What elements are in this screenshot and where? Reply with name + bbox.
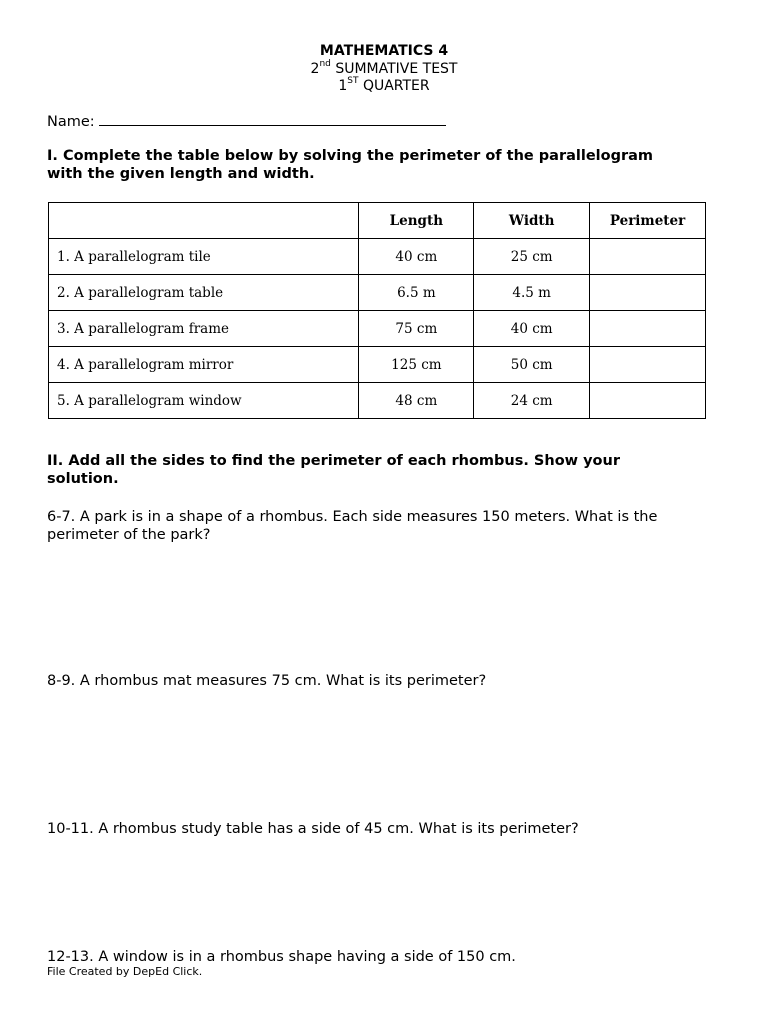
part1-instruction-line2: with the given length and width. <box>47 166 315 182</box>
length-cell: 40 cm <box>359 239 474 275</box>
question-10-11: 10-11. A rhombus study table has a side of 45 cm. What is its perimeter? <box>47 821 579 837</box>
footer-credit: File Created by DepEd Click. <box>47 965 203 978</box>
table-row <box>49 275 706 311</box>
page-title: MATHEMATICS 4 <box>319 43 449 59</box>
perimeter-answer-cell[interactable] <box>590 239 706 275</box>
length-cell: 48 cm <box>359 383 474 419</box>
column-header-perimeter: Perimeter <box>590 203 706 239</box>
perimeter-answer-cell[interactable] <box>590 311 706 347</box>
width-cell: 24 cm <box>474 383 590 419</box>
item-cell: 4. A parallelogram mirror <box>49 347 359 383</box>
perimeter-answer-cell[interactable] <box>590 383 706 419</box>
width-cell: 50 cm <box>474 347 590 383</box>
part2-instruction-line1: II. Add all the sides to find the perimeter of each rhombus. Show your <box>47 453 620 469</box>
name-blank[interactable] <box>99 111 446 126</box>
name-label: Name: <box>47 114 95 130</box>
width-cell: 40 cm <box>474 311 590 347</box>
question-12-13: 12-13. A window is in a rhombus shape having a side of 150 cm. <box>47 949 516 965</box>
name-field <box>47 111 446 131</box>
length-cell: 125 cm <box>359 347 474 383</box>
width-cell: 25 cm <box>474 239 590 275</box>
column-header <box>49 203 359 239</box>
length-cell: 75 cm <box>359 311 474 347</box>
question-6-7-line1: 6-7. A park is in a shape of a rhombus. Each side measures 150 meters. What is the <box>47 509 658 525</box>
column-header-width: Width <box>474 203 590 239</box>
perimeter-table <box>48 202 706 419</box>
part2-instruction-line2: solution. <box>47 471 119 487</box>
table-row <box>49 311 706 347</box>
perimeter-answer-cell[interactable] <box>590 347 706 383</box>
test-subtitle: 2nd SUMMATIVE TEST <box>310 59 458 77</box>
item-cell: 2. A parallelogram table <box>49 275 359 311</box>
item-cell: 5. A parallelogram window <box>49 383 359 419</box>
table-row <box>49 383 706 419</box>
quarter-subtitle: 1ST QUARTER <box>338 76 430 94</box>
item-cell: 1. A parallelogram tile <box>49 239 359 275</box>
part1-instruction-line1: I. Complete the table below by solving the perimeter of the parallelogram <box>47 148 654 164</box>
question-6-7-line2: perimeter of the park? <box>47 527 211 543</box>
table-header-row <box>49 203 706 239</box>
length-cell: 6.5 m <box>359 275 474 311</box>
perimeter-answer-cell[interactable] <box>590 275 706 311</box>
table-row <box>49 239 706 275</box>
table-row <box>49 347 706 383</box>
column-header-length: Length <box>359 203 474 239</box>
width-cell: 4.5 m <box>474 275 590 311</box>
question-8-9: 8-9. A rhombus mat measures 75 cm. What is its perimeter? <box>47 673 487 689</box>
item-cell: 3. A parallelogram frame <box>49 311 359 347</box>
